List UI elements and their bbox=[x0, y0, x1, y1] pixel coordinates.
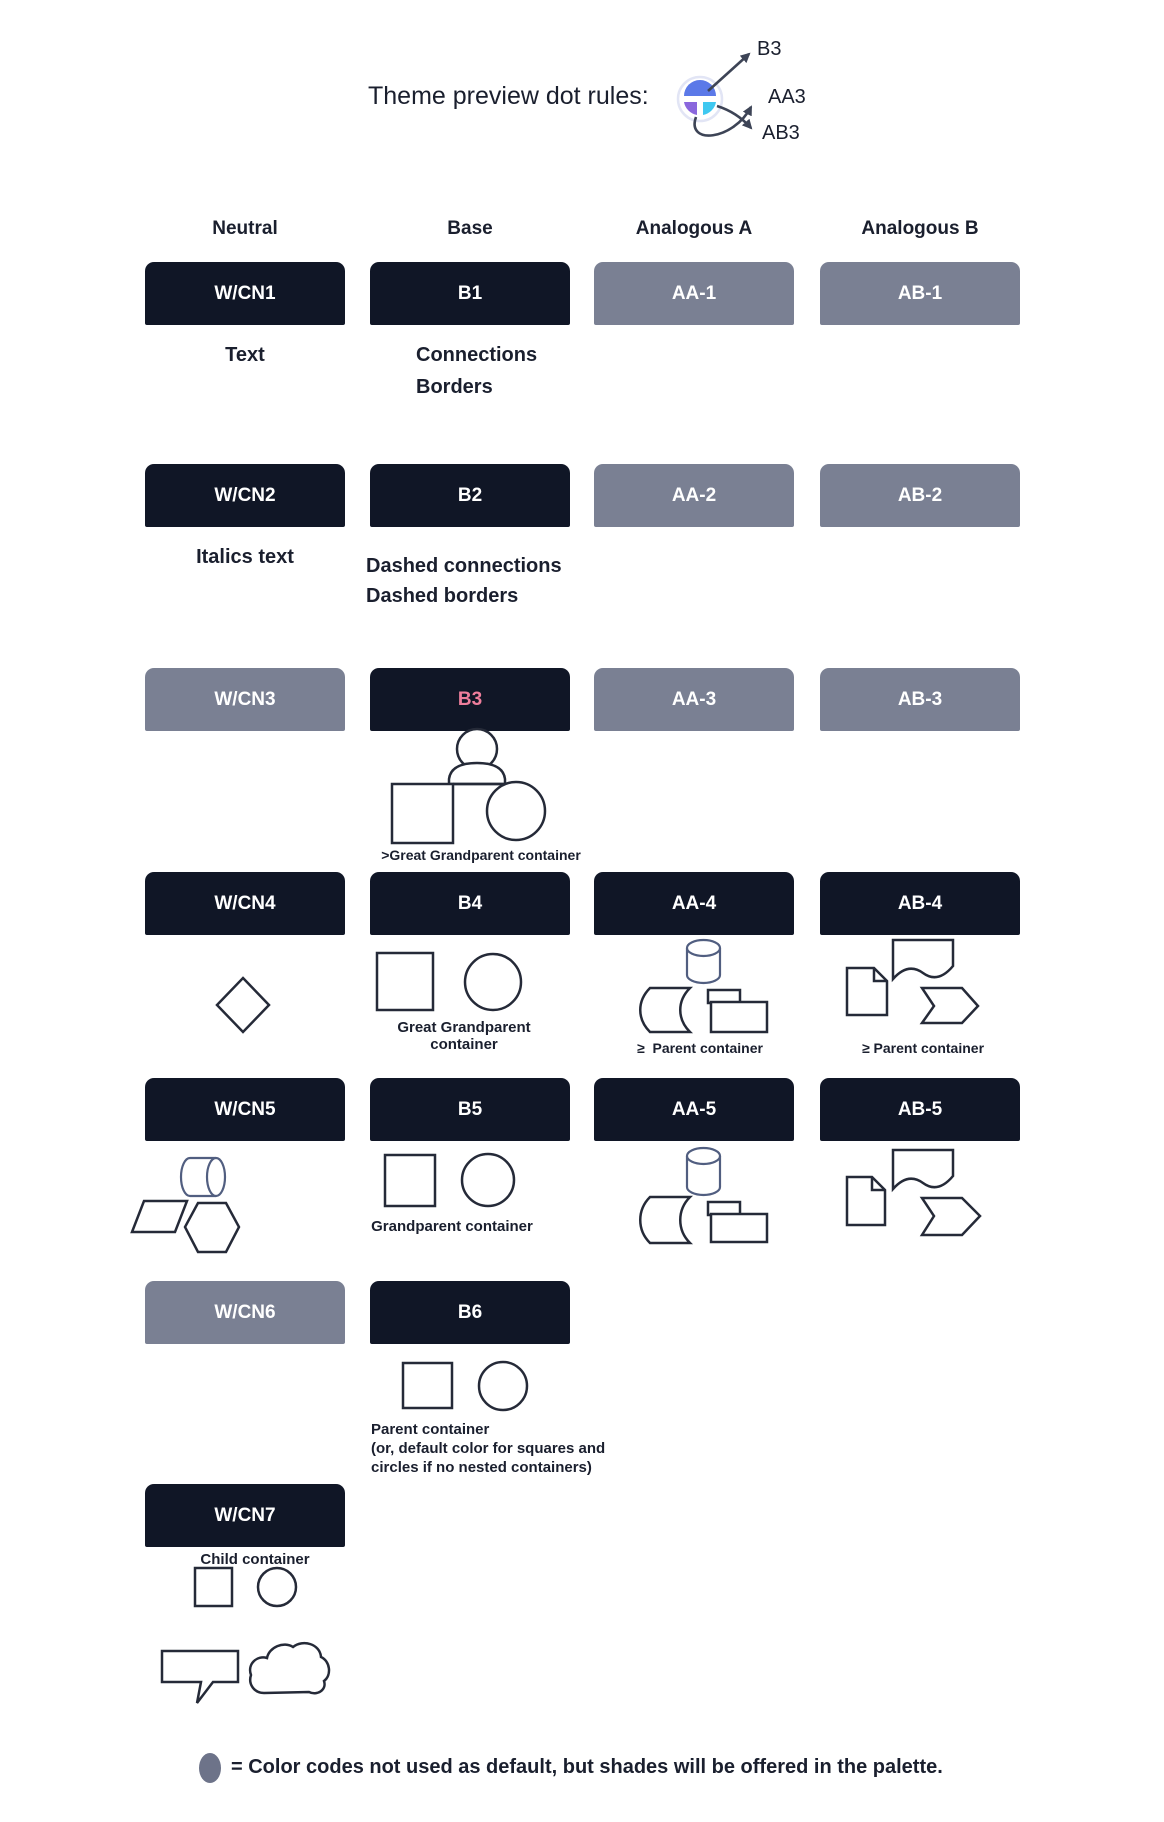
actor-shoulders-icon bbox=[449, 763, 505, 784]
swatch-ab2: AB-2 bbox=[820, 464, 1020, 527]
circle-icon bbox=[465, 954, 521, 1010]
wavy-paper-icon bbox=[893, 1150, 953, 1189]
caption-aa4-shapes: ≥ Parent container bbox=[637, 1040, 763, 1056]
swatch-b6: B6 bbox=[370, 1281, 570, 1344]
dot-rule-label-ab3: AB3 bbox=[762, 122, 800, 144]
caption-dashed-connections: Dashed connections bbox=[366, 555, 562, 577]
swatch-wcn1: W/CN1 bbox=[145, 262, 345, 325]
document-icon bbox=[847, 968, 887, 1015]
column-header-base: Base bbox=[447, 218, 493, 239]
aa4-shape-icons bbox=[640, 940, 767, 1032]
folder-tab-icon bbox=[708, 1202, 740, 1215]
caption-text: Text bbox=[225, 344, 265, 366]
dot-rule-label-aa3: AA3 bbox=[768, 86, 806, 108]
database-cylinder-icon bbox=[687, 948, 720, 983]
square-icon bbox=[377, 953, 433, 1010]
arrow-to-b3 bbox=[708, 54, 749, 91]
swatch-aa4: AA-4 bbox=[594, 872, 794, 935]
theme-preview-dot-icon bbox=[678, 54, 751, 136]
swatch-ab3: AB-3 bbox=[820, 668, 1020, 731]
swatch-b3: B3 bbox=[370, 668, 570, 731]
wcn4-shape-icons bbox=[217, 978, 269, 1032]
square-icon bbox=[195, 1568, 232, 1606]
caption-b6-line3: circles if no nested containers) bbox=[371, 1459, 592, 1476]
swatch-aa2: AA-2 bbox=[594, 464, 794, 527]
ab4-shape-icons bbox=[847, 940, 978, 1023]
swatch-b5: B5 bbox=[370, 1078, 570, 1141]
wavy-paper-icon bbox=[893, 940, 953, 979]
chevron-icon bbox=[922, 988, 978, 1023]
b6-shape-icons bbox=[403, 1362, 527, 1410]
swatch-wcn4: W/CN4 bbox=[145, 872, 345, 935]
caption-connections: Connections bbox=[416, 344, 538, 366]
folder-tab-icon bbox=[708, 990, 740, 1003]
legend-dot-icon bbox=[199, 1753, 221, 1783]
swatch-b2: B2 bbox=[370, 464, 570, 527]
column-header-neutral: Neutral bbox=[212, 218, 278, 239]
swatch-wcn5: W/CN5 bbox=[145, 1078, 345, 1141]
circle-icon bbox=[258, 1568, 296, 1606]
caption-dashed-borders: Dashed borders bbox=[366, 585, 519, 607]
swatch-wcn7: W/CN7 bbox=[145, 1484, 345, 1547]
caption-wcn7-shapes: Child container bbox=[200, 1551, 310, 1568]
square-icon bbox=[385, 1155, 435, 1206]
arrow-to-ab3 bbox=[717, 106, 751, 128]
swatch-b1: B1 bbox=[370, 262, 570, 325]
circle-icon bbox=[479, 1362, 527, 1410]
square-icon bbox=[392, 784, 453, 843]
legend-text: = Color codes not used as default, but shades will be offered in the palette. bbox=[231, 1756, 943, 1778]
arrow-to-aa3 bbox=[695, 107, 751, 136]
square-icon bbox=[403, 1363, 452, 1408]
swatch-aa1: AA-1 bbox=[594, 262, 794, 325]
swatch-wcn3: W/CN3 bbox=[145, 668, 345, 731]
ab5-shape-icons bbox=[847, 1150, 980, 1235]
circle-icon bbox=[462, 1154, 514, 1206]
swatch-wcn2: W/CN2 bbox=[145, 464, 345, 527]
chevron-icon bbox=[922, 1198, 980, 1235]
caption-ab4-shapes: ≥ Parent container bbox=[861, 1040, 985, 1056]
swatch-ab1: AB-1 bbox=[820, 262, 1020, 325]
document-icon bbox=[847, 1177, 885, 1225]
column-header-analogous-b: Analogous B bbox=[861, 218, 979, 239]
stored-data-icon bbox=[640, 988, 690, 1032]
swatch-ab4: AB-4 bbox=[820, 872, 1020, 935]
circle-icon bbox=[487, 782, 545, 840]
aa5-shape-icons bbox=[640, 1148, 767, 1243]
b3-shape-icons bbox=[392, 729, 545, 843]
database-cylinder-icon bbox=[687, 1156, 720, 1195]
caption-borders: Borders bbox=[416, 376, 493, 398]
column-header-analogous-a: Analogous A bbox=[635, 218, 753, 239]
page-title: Theme preview dot rules: bbox=[368, 82, 649, 110]
b4-shape-icons bbox=[377, 953, 521, 1010]
diamond-icon bbox=[217, 978, 269, 1032]
swatch-ab5: AB-5 bbox=[820, 1078, 1020, 1141]
dot-rule-label-b3: B3 bbox=[757, 38, 782, 60]
caption-b3-shapes: >Great Grandparent container bbox=[381, 847, 581, 863]
caption-b6-line1: Parent container bbox=[371, 1421, 490, 1438]
stored-data-icon bbox=[640, 1197, 690, 1243]
swatch-b4: B4 bbox=[370, 872, 570, 935]
swatch-aa3: AA-3 bbox=[594, 668, 794, 731]
caption-b6-line2: (or, default color for squares and bbox=[371, 1440, 606, 1457]
swatch-aa5: AA-5 bbox=[594, 1078, 794, 1141]
hexagon-icon bbox=[185, 1203, 239, 1252]
caption-b4-shapes: Great Grandparent container bbox=[397, 1019, 531, 1053]
wcn5-shape-icons bbox=[132, 1158, 239, 1252]
horizontal-cylinder-icon bbox=[181, 1158, 216, 1196]
parallelogram-icon bbox=[132, 1201, 187, 1232]
wcn7-shape-icons bbox=[162, 1568, 329, 1703]
swatch-wcn6: W/CN6 bbox=[145, 1281, 345, 1344]
caption-italics-text: Italics text bbox=[196, 546, 294, 568]
actor-head-icon bbox=[457, 729, 497, 769]
b5-shape-icons bbox=[385, 1154, 514, 1206]
caption-b5-shapes: Grandparent container bbox=[371, 1218, 533, 1235]
speech-bubble-icon bbox=[162, 1651, 238, 1703]
cloud-icon bbox=[250, 1643, 329, 1693]
